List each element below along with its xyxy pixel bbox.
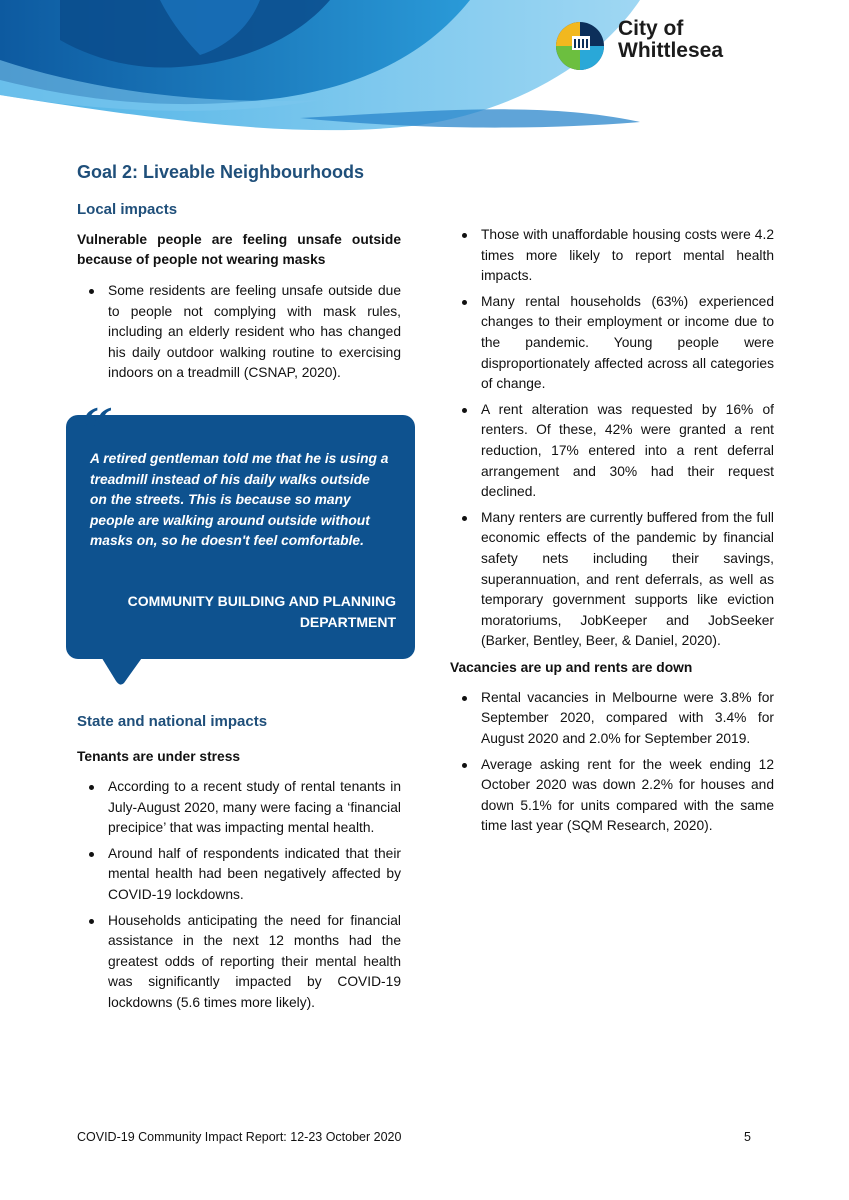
bullet-icon xyxy=(89,852,94,857)
list-item: Around half of respondents indicated that their mental health had been negatively affected by COVID-19 lockdowns. xyxy=(77,844,401,906)
bullet-icon xyxy=(462,516,467,521)
goal-title: Goal 2: Liveable Neighbourhoods xyxy=(77,162,365,182)
quote-mark-icon: “ xyxy=(82,395,113,463)
bullet-icon xyxy=(89,919,94,924)
logo-wordmark xyxy=(618,18,723,62)
logo-line-2: Whittlesea xyxy=(618,39,724,62)
bullet-icon xyxy=(89,785,94,790)
bullet-icon xyxy=(89,289,94,294)
local-impacts-subheading: Vulnerable people are feeling unsafe outside because of people not wearing masks xyxy=(77,232,401,267)
local-impacts-heading: Local impacts xyxy=(77,201,178,218)
quote-text: A retired gentleman told me that he is using a treadmill instead of his daily walks outside on the streets. This is because so many people are walking around outside without masks on, so he doesn't feel comfortable. xyxy=(90,451,389,549)
city-of-whittlesea-logo xyxy=(554,18,614,74)
page-number: 5 xyxy=(744,1130,751,1144)
list-item: Average asking rent for the week ending 12 October 2020 was down 2.2% for houses and down 5.1% for units compared with the same time last year (SQM Research, 2020). xyxy=(450,755,774,837)
right-column xyxy=(450,225,774,842)
vacancies-list xyxy=(450,688,774,837)
list-item: Those with unaffordable housing costs were 4.2 times more likely to report mental health impacts. xyxy=(450,225,774,287)
bullet-icon xyxy=(462,300,467,305)
local-impacts-section xyxy=(77,230,401,389)
quote-callout-tail xyxy=(100,655,144,685)
state-impacts-list xyxy=(77,777,401,1014)
logo-line-1: City of xyxy=(618,17,684,40)
list-item: Many rental households (63%) experienced changes to their employment or income due to the pandemic. Young people were disproportionately affected across all categories of change. xyxy=(450,292,774,395)
list-item: Many renters are currently buffered from the full economic effects of the pandemic by financial safety nets including their savings, superannuation, and rent deferrals, as well as temporary government supports like eviction moratoriums, JobKeeper and JobSeeker (Barker, Bentley, Beer, & Daniel, 2020). xyxy=(450,508,774,652)
quote-attribution: COMMUNITY BUILDING AND PLANNING DEPARTMENT xyxy=(127,593,396,630)
list-item: Households anticipating the need for financial assistance in the next 12 months had the greatest odds of reporting their mental health was significantly impacted by COVID-19 lockdowns (5.6 times more likely). xyxy=(77,911,401,1014)
list-item: Rental vacancies in Melbourne were 3.8% for September 2020, compared with 3.4% for August 2020 and 2.0% for September 2019. xyxy=(450,688,774,750)
state-impacts-heading: State and national impacts xyxy=(77,713,268,730)
bullet-icon xyxy=(462,233,467,238)
state-impacts-subheading: Tenants are under stress xyxy=(77,749,241,764)
vacancies-subheading: Vacancies are up and rents are down xyxy=(450,659,693,675)
state-impacts-section xyxy=(77,747,401,1019)
bullet-icon xyxy=(462,763,467,768)
list-item: Some residents are feeling unsafe outside due to people not complying with mask rules, including an elderly resident who has changed his daily outdoor walking routine to exercising indoors on a treadmill (CSNAP, 2020). xyxy=(77,281,401,384)
local-impacts-list xyxy=(77,281,401,384)
bullet-icon xyxy=(462,408,467,413)
list-item: According to a recent study of rental tenants in July-August 2020, many were facing a ‘financial precipice’ that was impacting mental health. xyxy=(77,777,401,839)
footer-report-title: COVID-19 Community Impact Report: 12-23 October 2020 xyxy=(77,1130,402,1144)
tenant-stress-list xyxy=(450,225,774,652)
list-item: A rent alteration was requested by 16% of renters. Of these, 42% were granted a rent reduction, 17% entered into a rent deferral arrangement and 30% had their request declined. xyxy=(450,400,774,503)
bullet-icon xyxy=(462,696,467,701)
